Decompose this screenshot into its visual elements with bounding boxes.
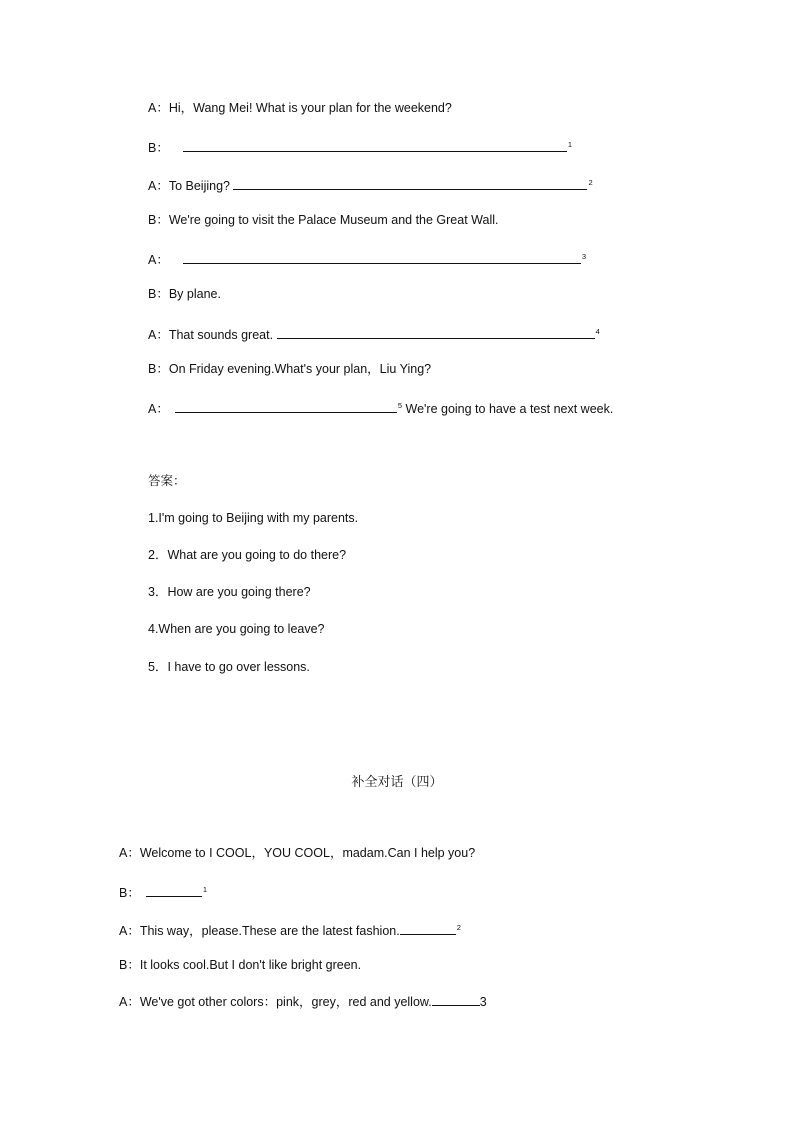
dialogue-text: Welcome to I COOL，YOU COOL，madam.Can I help you? bbox=[139, 846, 476, 860]
dialogue1-line-5 bbox=[148, 249, 586, 268]
answer-blank-3[interactable] bbox=[432, 994, 480, 1006]
answer-blank-4[interactable] bbox=[277, 327, 595, 339]
answer-item-3: 3．How are you going there? bbox=[148, 585, 311, 599]
speaker-label: B： bbox=[148, 362, 169, 376]
dialogue2-line-2 bbox=[119, 882, 207, 901]
speaker-label: A： bbox=[119, 924, 140, 938]
speaker-label: A： bbox=[148, 328, 169, 342]
dialogue-text: It looks cool.But I don't like bright green. bbox=[139, 958, 362, 972]
dialogue1-line-8 bbox=[148, 361, 431, 377]
dialogue-text: By plane. bbox=[168, 287, 221, 301]
speaker-label: B： bbox=[148, 287, 169, 301]
blank-number: 3 bbox=[479, 995, 487, 1009]
dialogue2-line-4 bbox=[119, 957, 361, 973]
speaker-label: A： bbox=[119, 995, 140, 1009]
dialogue-text: Hi，Wang Mei! What is your plan for the weekend? bbox=[168, 101, 452, 115]
speaker-label: A： bbox=[148, 253, 169, 267]
answer-blank-5[interactable] bbox=[175, 401, 397, 413]
dialogue1-line-7 bbox=[148, 324, 600, 343]
speaker-label: B： bbox=[148, 213, 169, 227]
dialogue1-line-9 bbox=[148, 398, 613, 417]
speaker-label: B： bbox=[148, 141, 169, 155]
blank-number: 1 bbox=[567, 140, 573, 149]
answer-blank-1[interactable] bbox=[146, 885, 202, 897]
dialogue2-line-3 bbox=[119, 920, 461, 939]
blank-number: 1 bbox=[202, 885, 208, 894]
answers-heading: 答案： bbox=[148, 474, 186, 488]
section-title: 补全对话（四） bbox=[351, 774, 443, 789]
speaker-label: A： bbox=[148, 101, 169, 115]
speaker-label: B： bbox=[119, 886, 140, 900]
speaker-label: A： bbox=[148, 402, 169, 416]
answer-item-1: 1.I'm going to Beijing with my parents. bbox=[148, 511, 359, 525]
dialogue2-line-5 bbox=[119, 994, 487, 1010]
dialogue-text: To Beijing? bbox=[168, 179, 230, 193]
dialogue1-line-1 bbox=[148, 100, 452, 116]
speaker-label: A： bbox=[148, 179, 169, 193]
dialogue-text: On Friday evening.What's your plan，Liu Ying? bbox=[168, 362, 432, 376]
answer-blank-2[interactable] bbox=[233, 178, 587, 190]
blank-number: 2 bbox=[456, 923, 461, 932]
blank-number: 2 bbox=[588, 178, 593, 187]
speaker-label: B： bbox=[119, 958, 140, 972]
dialogue1-line-4 bbox=[148, 212, 498, 228]
dialogue1-line-6 bbox=[148, 286, 221, 302]
answer-item-2: 2．What are you going to do there? bbox=[148, 548, 347, 562]
dialogue-text: That sounds great. bbox=[168, 328, 274, 342]
answer-item-5: 5．I have to go over lessons. bbox=[148, 660, 310, 674]
answer-item-4: 4.When are you going to leave? bbox=[148, 622, 325, 636]
dialogue1-line-3 bbox=[148, 175, 593, 194]
speaker-label: A： bbox=[119, 846, 140, 860]
dialogue-text: We're going to have a test next week. bbox=[405, 402, 614, 416]
dialogue-text: This way，please.These are the latest fashion. bbox=[139, 924, 400, 938]
blank-number: 4 bbox=[595, 327, 600, 336]
dialogue2-line-1 bbox=[119, 845, 475, 861]
answer-blank-3[interactable] bbox=[183, 252, 581, 264]
dialogue-text: We're going to visit the Palace Museum and the Great Wall. bbox=[168, 213, 499, 227]
blank-number: 5 bbox=[397, 401, 403, 410]
dialogue1-line-2 bbox=[148, 137, 572, 156]
blank-number: 3 bbox=[581, 252, 587, 261]
answer-blank-1[interactable] bbox=[183, 140, 567, 152]
answer-blank-2[interactable] bbox=[400, 923, 456, 935]
dialogue-text: We've got other colors：pink，grey，red and yellow. bbox=[139, 995, 432, 1009]
